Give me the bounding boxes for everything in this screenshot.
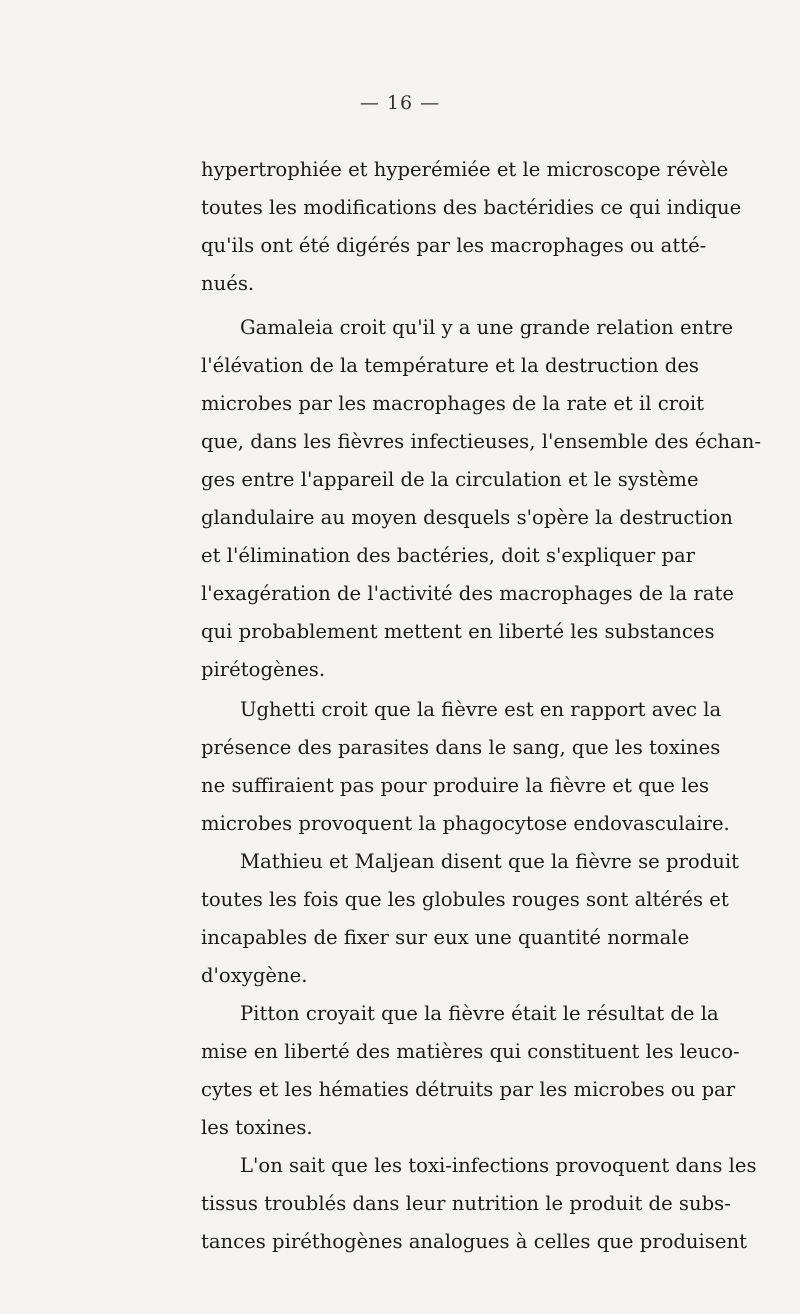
text-line: Gamaleia croit qu'il y a une grande relation entre: [240, 316, 734, 339]
text-line: présence des parasites dans le sang, que les toxines: [201, 736, 721, 759]
text-line: ges entre l'appareil de la circulation et le système: [201, 468, 699, 491]
text-line: nués.: [201, 272, 255, 295]
page-number: — 16 —: [359, 92, 441, 114]
text-line: pirétogènes.: [201, 658, 326, 681]
text-line: hypertrophiée et hyperémiée et le microscope révèle: [201, 158, 729, 181]
text-line: Ughetti croit que la fièvre est en rapport avec la: [240, 698, 722, 721]
text-line: microbes par les macrophages de la rate et il croit: [201, 392, 705, 415]
text-line: qui probablement mettent en liberté les substances: [201, 620, 715, 643]
text-line: toutes les fois que les globules rouges sont altérés et: [201, 888, 729, 911]
text-line: et l'élimination des bactéries, doit s'expliquer par: [201, 544, 696, 567]
text-line: cytes et les hématies détruits par les microbes ou par: [201, 1078, 736, 1101]
text-line: Mathieu et Maljean disent que la fièvre se produit: [240, 850, 740, 873]
text-line: tissus troublés dans leur nutrition le produit de subs-: [201, 1192, 731, 1215]
text-line: l'exagération de l'activité des macrophages de la rate: [201, 582, 734, 605]
text-line: Pitton croyait que la fièvre était le résultat de la: [240, 1002, 719, 1025]
text-line: tances piréthogènes analogues à celles que produisent: [201, 1230, 747, 1253]
text-line: les toxines.: [201, 1116, 313, 1139]
text-line: que, dans les fièvres infectieuses, l'ensemble des échan-: [201, 430, 761, 453]
text-line: microbes provoquent la phagocytose endovasculaire.: [201, 812, 730, 835]
text-line: incapables de fixer sur eux une quantité normale: [201, 926, 690, 949]
text-line: qu'ils ont été digérés par les macrophages ou atté-: [201, 234, 707, 257]
text-line: glandulaire au moyen desquels s'opère la destruction: [201, 506, 733, 529]
text-line: d'oxygène.: [201, 964, 308, 987]
text-line: mise en liberté des matières qui constituent les leuco-: [201, 1040, 740, 1063]
text-line: l'élévation de la température et la destruction des: [201, 354, 699, 377]
text-line: toutes les modifications des bactéridies ce qui indique: [201, 196, 742, 219]
text-line: L'on sait que les toxi-infections provoquent dans les: [240, 1154, 757, 1177]
text-line: ne suffiraient pas pour produire la fièvre et que les: [201, 774, 710, 797]
